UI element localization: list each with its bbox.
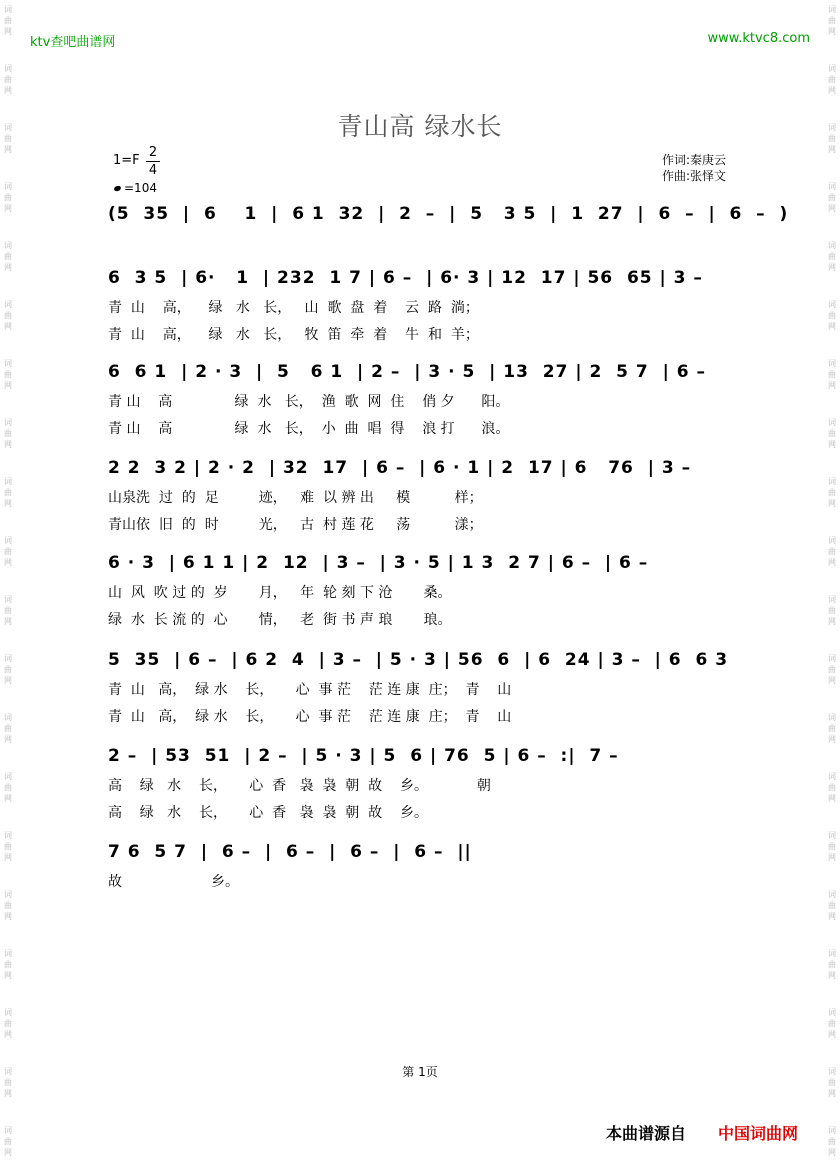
watermark-char: 曲: [828, 16, 836, 25]
watermark-char: 词: [828, 713, 836, 722]
watermark-char: 网: [4, 204, 12, 213]
watermark-group: [826, 240, 838, 273]
watermark-group: [2, 358, 14, 391]
watermark-char: 曲: [828, 488, 836, 497]
watermark-group: [826, 771, 838, 804]
notation-line: (5 35 | 6 1 | 6 1 32 | 2 – | 5 3 5 | 1 27 | 6 – | 6 – ): [108, 204, 789, 224]
watermark-char: 词: [4, 595, 12, 604]
watermark-group: [826, 299, 838, 332]
watermark-char: 网: [4, 558, 12, 567]
watermark-char: 曲: [828, 1137, 836, 1146]
watermark-char: 网: [828, 322, 836, 331]
watermark-char: 网: [828, 440, 836, 449]
watermark-char: 词: [4, 182, 12, 191]
watermark-group: [2, 240, 14, 273]
watermark-char: 网: [4, 971, 12, 980]
watermark-char: 网: [4, 499, 12, 508]
watermark-char: 网: [828, 1089, 836, 1098]
watermark-group: [826, 1007, 838, 1040]
watermark-char: 网: [828, 853, 836, 862]
watermark-char: 网: [4, 145, 12, 154]
watermark-group: [2, 476, 14, 509]
watermark-group: [826, 181, 838, 214]
watermark-char: 网: [828, 27, 836, 36]
watermark-group: [2, 1007, 14, 1040]
lyric-line: 高 绿 水 长， 心 香 袅 袅 朝 故 乡。 朝: [108, 778, 491, 794]
watermark-char: 曲: [828, 134, 836, 143]
watermark-char: 曲: [828, 311, 836, 320]
watermark-char: 词: [4, 831, 12, 840]
watermark-char: 曲: [4, 783, 12, 792]
watermark-group: [826, 476, 838, 509]
watermark-char: 曲: [828, 1078, 836, 1087]
watermark-group: [2, 712, 14, 745]
watermark-char: 网: [828, 1148, 836, 1157]
key-signature: 1=F: [113, 153, 140, 168]
watermark-char: 词: [4, 772, 12, 781]
watermark-char: 网: [4, 1089, 12, 1098]
lyric-line: 山 风 吹 过 的 岁 月， 年 轮 刻 下 沧 桑。: [108, 585, 452, 601]
watermark-char: 曲: [4, 724, 12, 733]
watermark-group: [2, 535, 14, 568]
watermark-char: 曲: [828, 193, 836, 202]
watermark-char: 曲: [828, 370, 836, 379]
watermark-group: [2, 830, 14, 863]
lyric-line: 青 山 高 绿 水 长， 渔 歌 网 住 俏 夕 阳。: [108, 394, 510, 410]
watermark-char: 词: [4, 654, 12, 663]
lyric-line: 青 山 高， 绿 水 长， 心 事 茫 茫 连 康 庄； 青 山: [108, 682, 512, 698]
time-signature-bottom: 4: [148, 163, 158, 178]
page-number: 第 1页: [402, 1065, 438, 1079]
site-url-right[interactable]: www.ktvc8.com: [707, 31, 810, 46]
watermark-group: [2, 889, 14, 922]
watermark-char: 网: [828, 558, 836, 567]
watermark-char: 网: [828, 1030, 836, 1039]
watermark-char: 曲: [4, 1019, 12, 1028]
lyric-line: 绿 水 长 流 的 心 情， 老 街 书 声 琅 琅。: [108, 612, 452, 628]
watermark-group: [826, 830, 838, 863]
watermark-char: 词: [828, 300, 836, 309]
tempo-marking: [114, 181, 157, 195]
watermark-char: 词: [828, 5, 836, 14]
watermark-char: 曲: [4, 488, 12, 497]
notation-line: 6 3 5 | 6· 1 | 232 1 7 | 6 – | 6· 3 | 12 17 | 56 65 | 3 –: [108, 268, 703, 288]
watermark-char: 曲: [828, 665, 836, 674]
watermark-char: 曲: [828, 842, 836, 851]
watermark-char: 词: [828, 64, 836, 73]
watermark-char: 曲: [4, 16, 12, 25]
watermark-char: 网: [4, 617, 12, 626]
source-site-link[interactable]: 中国词曲网: [718, 1124, 799, 1143]
credits: [662, 152, 726, 184]
watermark-group: [826, 4, 838, 37]
watermark-char: 曲: [4, 311, 12, 320]
song-title: 青山高 绿水长: [337, 112, 503, 141]
watermark-char: 曲: [4, 960, 12, 969]
watermark-char: 词: [828, 772, 836, 781]
watermark-group: [2, 1125, 14, 1158]
watermark-char: 词: [828, 477, 836, 486]
notation-line: 2 – | 53 51 | 2 – | 5 · 3 | 5 6 | 76 5 | 6 – :| 7 –: [108, 746, 619, 766]
watermark-char: 网: [828, 971, 836, 980]
watermark-char: 曲: [828, 1019, 836, 1028]
time-signature-top: 2: [148, 145, 158, 160]
watermark-char: 词: [828, 890, 836, 899]
watermark-char: 词: [828, 1008, 836, 1017]
watermark-group: [826, 594, 838, 627]
watermark-char: 词: [828, 536, 836, 545]
watermark-char: 曲: [828, 724, 836, 733]
watermark-char: 网: [4, 263, 12, 272]
watermark-char: 词: [828, 418, 836, 427]
watermark-group: [2, 594, 14, 627]
lyric-line: 山泉洗 过 的 足 迹， 难 以 辨 出 模 样；: [108, 490, 483, 506]
quarter-note-icon: [113, 185, 121, 192]
watermark-group: [2, 299, 14, 332]
watermark-group: [826, 63, 838, 96]
watermark-char: 网: [4, 735, 12, 744]
watermark-char: 网: [828, 676, 836, 685]
watermark-char: 网: [4, 381, 12, 390]
watermark-char: 曲: [828, 252, 836, 261]
lyric-line: 故 乡。: [108, 874, 240, 890]
lyric-line: 高 绿 水 长， 心 香 袅 袅 朝 故 乡。: [108, 805, 428, 821]
watermark-char: 词: [828, 1067, 836, 1076]
notation-line: 6 · 3 | 6 1 1 | 2 12 | 3 – | 3 · 5 | 1 3 2 7 | 6 – | 6 –: [108, 553, 649, 573]
watermark-char: 曲: [4, 193, 12, 202]
watermark-char: 词: [4, 123, 12, 132]
watermark-group: [2, 771, 14, 804]
watermark-char: 词: [4, 1008, 12, 1017]
time-signature: [146, 145, 160, 178]
lyric-line: 青 山 高 绿 水 长， 小 曲 唱 得 浪 打 浪。: [108, 421, 510, 437]
watermark-char: 词: [4, 241, 12, 250]
watermark-char: 网: [828, 617, 836, 626]
watermark-char: 曲: [4, 75, 12, 84]
watermark-group: [2, 181, 14, 214]
notation-line: 5 35 | 6 – | 6 2 4 | 3 – | 5 · 3 | 56 6 | 6 24 | 3 – | 6 6 3: [108, 650, 729, 670]
composer-credit: 作曲:张怿文: [662, 169, 727, 183]
watermark-char: 网: [4, 794, 12, 803]
watermark-char: 词: [4, 418, 12, 427]
watermark-char: 曲: [4, 134, 12, 143]
watermark-char: 曲: [828, 960, 836, 969]
source-label: 本曲谱源自: [606, 1124, 687, 1143]
watermark-char: 曲: [828, 75, 836, 84]
watermark-char: 网: [4, 1148, 12, 1157]
watermark-group: [826, 535, 838, 568]
watermark-char: 网: [4, 27, 12, 36]
watermark-char: 曲: [828, 606, 836, 615]
watermark-char: 曲: [828, 901, 836, 910]
notation-line: 7 6 5 7 | 6 – | 6 – | 6 – | 6 – ||: [108, 842, 472, 862]
watermark-char: 词: [828, 949, 836, 958]
lyric-line: 青山依 旧 的 时 光， 古 村 莲 花 荡 漾；: [108, 517, 483, 533]
watermark-char: 网: [828, 499, 836, 508]
watermark-char: 曲: [4, 429, 12, 438]
watermark-char: 曲: [4, 370, 12, 379]
watermark-char: 词: [4, 713, 12, 722]
watermark-group: [826, 417, 838, 450]
watermark-char: 网: [4, 1030, 12, 1039]
watermark-group: [826, 889, 838, 922]
watermark-char: 网: [828, 912, 836, 921]
watermark-char: 网: [828, 145, 836, 154]
site-logo-left[interactable]: ktv查吧曲谱网: [30, 35, 116, 50]
watermark-char: 曲: [4, 842, 12, 851]
watermark-group: [826, 653, 838, 686]
watermark-char: 词: [828, 831, 836, 840]
watermark-char: 词: [4, 477, 12, 486]
watermark-char: 曲: [4, 901, 12, 910]
watermark-group: [826, 948, 838, 981]
watermark-group: [2, 4, 14, 37]
left-watermark-strip: [2, 0, 14, 1169]
watermark-char: 网: [828, 735, 836, 744]
watermark-group: [826, 712, 838, 745]
watermark-char: 词: [4, 536, 12, 545]
watermark-char: 词: [828, 1126, 836, 1135]
watermark-char: 曲: [4, 547, 12, 556]
watermark-char: 曲: [828, 429, 836, 438]
watermark-char: 词: [4, 949, 12, 958]
watermark-char: 网: [4, 853, 12, 862]
watermark-char: 曲: [828, 783, 836, 792]
watermark-char: 词: [4, 64, 12, 73]
watermark-char: 词: [4, 5, 12, 14]
watermark-char: 词: [4, 359, 12, 368]
notation-line: 6 6 1 | 2 · 3 | 5 6 1 | 2 – | 3 · 5 | 13 27 | 2 5 7 | 6 –: [108, 362, 706, 382]
watermark-char: 曲: [4, 606, 12, 615]
lyric-line: 青 山 高， 绿 水 长， 牧 笛 牵 着 牛 和 羊；: [108, 327, 479, 343]
watermark-char: 词: [828, 182, 836, 191]
watermark-char: 词: [828, 241, 836, 250]
watermark-group: [2, 63, 14, 96]
watermark-char: 词: [4, 1067, 12, 1076]
watermark-char: 网: [4, 86, 12, 95]
watermark-char: 词: [4, 890, 12, 899]
watermark-char: 词: [4, 1126, 12, 1135]
watermark-char: 网: [828, 263, 836, 272]
watermark-char: 网: [4, 912, 12, 921]
watermark-char: 词: [828, 654, 836, 663]
watermark-char: 网: [4, 322, 12, 331]
watermark-char: 网: [828, 381, 836, 390]
watermark-char: 网: [828, 794, 836, 803]
right-watermark-strip: [826, 0, 838, 1169]
watermark-char: 网: [828, 204, 836, 213]
tempo-value: =104: [124, 181, 157, 195]
watermark-char: 曲: [828, 547, 836, 556]
watermark-group: [2, 948, 14, 981]
watermark-char: 词: [828, 359, 836, 368]
watermark-char: 曲: [4, 252, 12, 261]
watermark-group: [826, 358, 838, 391]
watermark-char: 曲: [4, 1137, 12, 1146]
notation-line: 2 2 3 2 | 2 · 2 | 32 17 | 6 – | 6 · 1 | 2 17 | 6 76 | 3 –: [108, 458, 692, 478]
lyric-line: 青 山 高， 绿 水 长， 心 事 茫 茫 连 康 庄； 青 山: [108, 709, 512, 725]
watermark-char: 曲: [4, 665, 12, 674]
watermark-char: 词: [828, 123, 836, 132]
watermark-group: [826, 1125, 838, 1158]
watermark-char: 网: [4, 676, 12, 685]
watermark-char: 词: [4, 300, 12, 309]
watermark-char: 网: [828, 86, 836, 95]
watermark-char: 网: [4, 440, 12, 449]
watermark-char: 曲: [4, 1078, 12, 1087]
watermark-group: [2, 653, 14, 686]
lyric-line: 青 山 高， 绿 水 长， 山 歌 盘 着 云 路 淌；: [108, 300, 479, 316]
watermark-group: [2, 417, 14, 450]
lyricist-credit: 作词:秦庚云: [662, 153, 727, 167]
watermark-char: 词: [828, 595, 836, 604]
